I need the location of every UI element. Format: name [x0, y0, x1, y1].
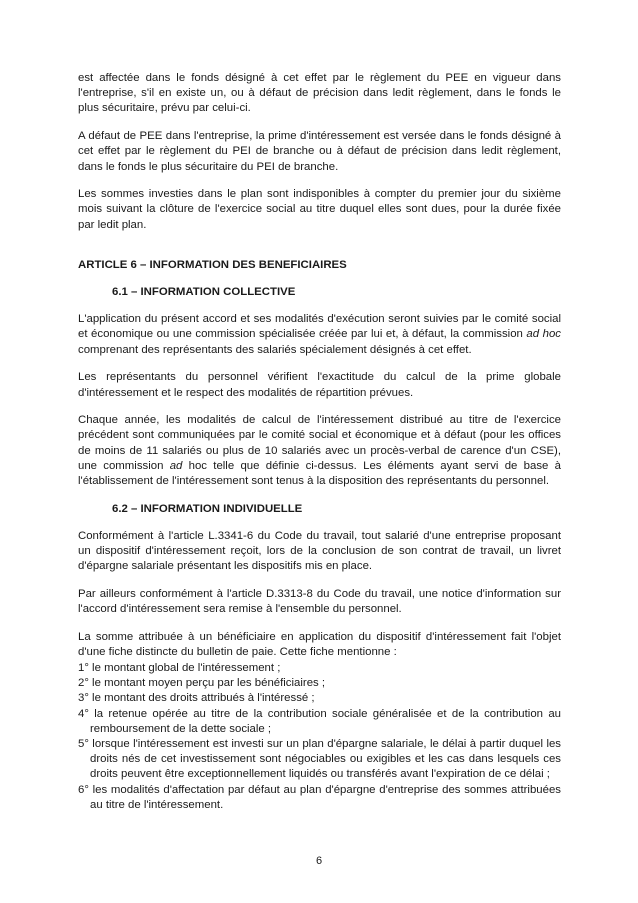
list-item: 3° le montant des droits attribués à l'intéressé ; [78, 692, 315, 705]
page-number: 6 [315, 855, 323, 867]
paragraph-annual-communication [78, 413, 561, 489]
text-segment: L'application du présent accord et ses modalités d'exécution seront suivies par le comité social et économique ou une commission spécialisée créée par lui et, à défaut, la commission [78, 313, 561, 341]
list-item: 5° lorsque l'intéressement est investi sur un plan d'épargne salariale, le délai à partir duquel les droits nés de cet investissement sont négociables ou exigibles et les cas dans lesquels ces droits peuvent être exceptionnellement liquidés ou transférés avant l'expiration de ce délai ; [78, 737, 561, 781]
document-page [78, 71, 561, 813]
text-segment: Chaque année, les modalités de calcul de l'intéressement distribué au titre de l'exercice précédent sont communiquées par le comité social et économique et à défaut (pour les offices de moins de 11 salariés ou plus de 10 salariés avec un procès-verbal de carence d'un CSE), une commission [78, 414, 561, 472]
text-segment: hoc telle que définie ci-dessus. Les éléments ayant servi de base à l'établissement de l'intéressement sont tenus à la disposition des représentants du personnel. [78, 459, 561, 488]
article-6-heading: ARTICLE 6 – INFORMATION DES BENEFICIAIRES [78, 258, 347, 271]
text-segment: comprenant des représentants des salariés spécialement désignés à cet effet. [78, 343, 472, 356]
paragraph-unavailability: Les sommes investies dans le plan sont indisponibles à compter du premier jour du sixième mois suivant la clôture de l'exercice social au titre duquel elles sont dues, pour la durée fixée par ledit plan. [78, 188, 561, 231]
list-item: 2° le montant moyen perçu par les bénéficiaires ; [78, 677, 326, 690]
paragraph-distinct-sheet: La somme attribuée à un bénéficiaire en application du dispositif d'intéressement fait l'objet d'une fiche distincte du bulletin de paie. Cette fiche mentionne : [78, 630, 561, 659]
text-segment-italic: ad hoc [526, 328, 561, 341]
paragraph-information-notice: Par ailleurs conformément à l'article D.3313-8 du Code du travail, une notice d'information sur l'accord d'intéressement sera remise à l'ensemble du personnel. [78, 588, 561, 616]
list-item: 4° la retenue opérée au titre de la contribution sociale généralisée et de la contribution au remboursement de la dette sociale ; [78, 707, 561, 735]
sheet-mentions-list [78, 661, 561, 813]
paragraph-collective-monitoring [78, 312, 561, 358]
list-item: 6° les modalités d'affectation par défaut au plan d'épargne d'entreprise des sommes attribuées au titre de l'intéressement. [78, 783, 561, 811]
section-6-2-heading: 6.2 – INFORMATION INDIVIDUELLE [112, 502, 303, 515]
section-6-1-heading: 6.1 – INFORMATION COLLECTIVE [112, 286, 296, 299]
list-item: 1° le montant global de l'intéressement ; [78, 661, 281, 674]
paragraph-representatives-check: Les représentants du personnel vérifient l'exactitude du calcul de la prime globale d'intéressement et le respect des modalités de répartition prévues. [78, 371, 561, 399]
paragraph-pei-default: A défaut de PEE dans l'entreprise, la prime d'intéressement est versée dans le fonds désigné à cet effet par le règlement du PEI de branche ou à défaut de précision dans ledit règlement, dans le fonds le plus sécuritaire du PEI de branche. [78, 130, 561, 173]
paragraph-pee-allocation: est affectée dans le fonds désigné à cet effet par le règlement du PEE en vigueur dans l'entreprise, s'il en existe un, ou à défaut de précision dans ledit règlement, dans le fonds le plus sécuritaire, prévu par celui-ci. [78, 72, 561, 115]
paragraph-savings-booklet: Conformément à l'article L.3341-6 du Code du travail, tout salarié d'une entreprise proposant un dispositif d'intéressement reçoit, lors de la conclusion de son contrat de travail, un livret d'épargne salariale présentant les dispositifs mis en place. [78, 529, 561, 573]
text-segment-italic: ad [169, 459, 183, 472]
